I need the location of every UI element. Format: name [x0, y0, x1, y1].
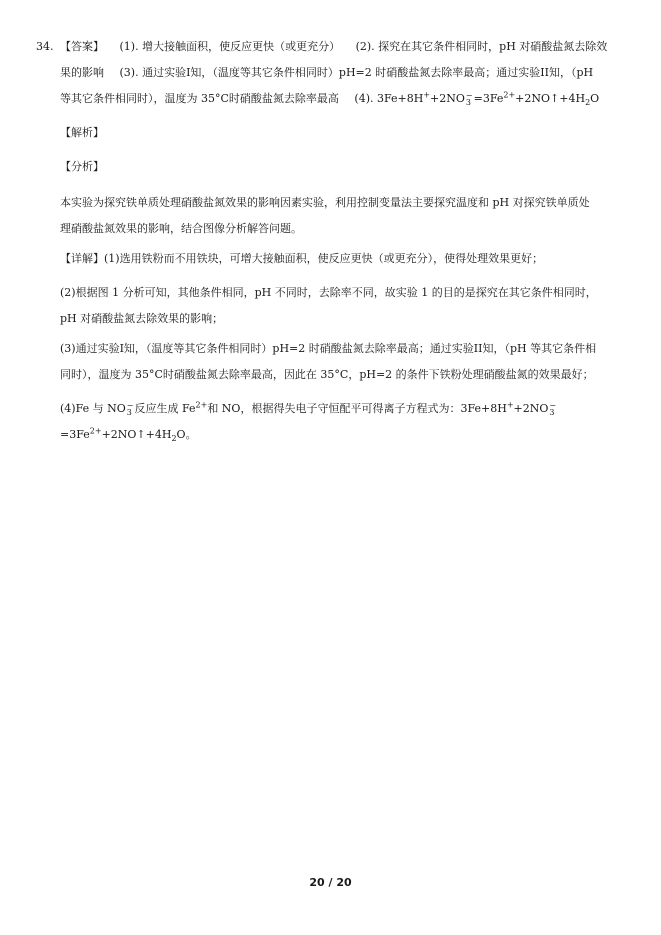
detail-1: 【详解】(1)选用铁粉而不用铁块，可增大接触面积，使反应更快（或更充分），使得处理效果更好； — [60, 252, 544, 265]
answer-label: 【答案】 — [60, 40, 104, 53]
answer-line-1 — [60, 34, 620, 60]
detail-4: (4)Fe 与 NO − 3 反应生成 $Fe^{2+}$和 NO，根据得失电子守恒配平可得离子方程式为：3Fe+8H++2NO − 3 $=3Fe^{2+}+2NO↑+4H_2O$。 — [60, 400, 557, 444]
analysis-paragraph: 本实验为探究铁单质处理硝酸盐氮效果的影响因素实验，利用控制变量法主要探究温度和 pH 对探究铁单质处 理硝酸盐氮效果的影响，结合图像分析解答问题。 — [60, 196, 590, 235]
answer-block — [60, 34, 620, 112]
jiexi-heading: 【解析】 — [60, 126, 104, 139]
answer-part-2: (2). 探究在其它条件相同时，pH 对硝酸盐氮去除效 — [355, 40, 608, 53]
nitrate-ion-charge: − 3 — [126, 401, 134, 417]
answer-part-3: (3). 通过实验I知，（温度等其它条件相同时）pH=2 时硝酸盐氮去除率最高；通过实验II知，（pH — [119, 66, 594, 79]
detail-label: 【详解】 — [60, 252, 104, 265]
detail-2: (2)根据图 1 分析可知，其他条件相同，pH 不同时，去除率不同，故实验 1 的目的是探究在其它条件相同时， pH 对硝酸盐氮去除效果的影响； — [60, 286, 597, 325]
answer-part-1: (1). 增大接触面积，使反应更快（或更充分） — [119, 40, 341, 53]
nitrate-ion-charge: − 3 — [549, 401, 557, 417]
page-number: 20 / 20 — [309, 876, 352, 889]
question-number: 34. — [36, 40, 54, 53]
nitrate-ion-charge: − 3 — [465, 91, 473, 107]
fenxi-heading: 【分析】 — [60, 160, 104, 173]
answer-line-2: 果的影响 (3). 通过实验I知，（温度等其它条件相同时）pH=2 时硝酸盐氮去除率最高；通过实验II知，（pH — [60, 66, 594, 79]
answer-part-4: (4). 3Fe+8H++2NO − 3 $=3Fe^{2+}+2NO↑+4H_2O$ — [354, 90, 600, 108]
answer-line-3: 等其它条件相同时），温度为 35°C时硝酸盐氮去除率最高 (4). 3Fe+8H++2NO − 3 $=3Fe^{2+}+2NO↑+4H_2O$ — [60, 90, 600, 108]
detail-3: (3)通过实验I知，（温度等其它条件相同时）pH=2 时硝酸盐氮去除率最高；通过实验II知，（pH 等其它条件相 同时），温度为 35°C时硝酸盐氮去除率最高，因此在 35°C，pH=2 的条件下铁粉处理硝酸盐氮的效果最好； — [60, 342, 597, 381]
